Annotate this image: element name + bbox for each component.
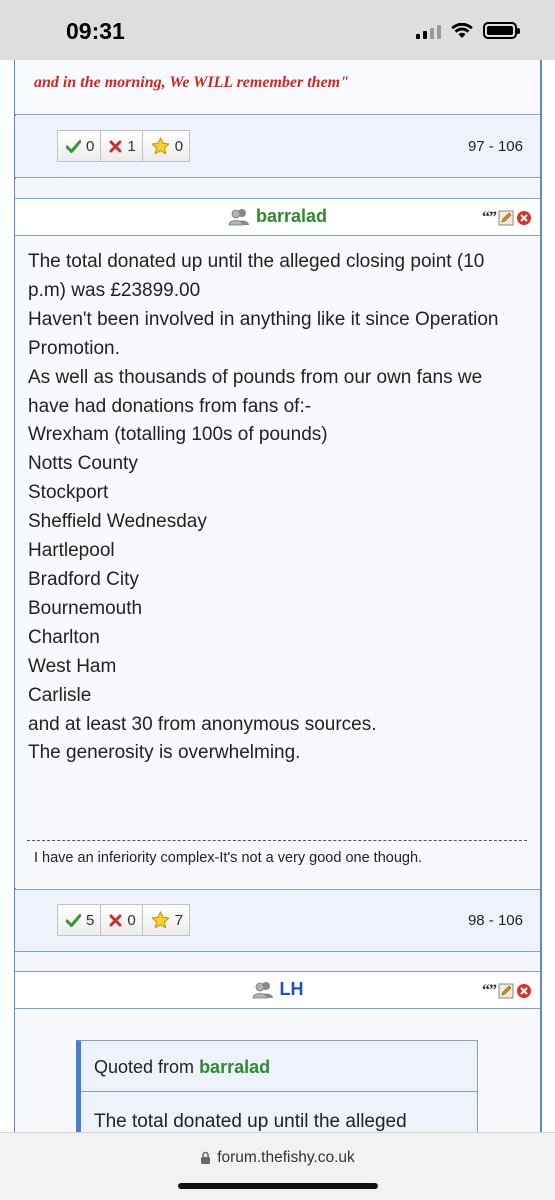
star-count: 0 [174, 137, 184, 155]
star-button[interactable] [143, 904, 190, 936]
vote-buttons [57, 130, 190, 162]
post-text-line: Hartlepool [28, 540, 115, 562]
quote-text: The total donated up until the alleged [94, 1111, 407, 1132]
previous-post-quote-tail [15, 60, 540, 115]
home-indicator[interactable] [178, 1183, 378, 1189]
disagree-count: 0 [127, 911, 136, 929]
post-text-line: Stockport [28, 482, 109, 504]
post-actions [482, 983, 532, 999]
lock-icon [200, 1151, 211, 1165]
browser-bar [0, 1132, 555, 1200]
post-header [15, 198, 540, 236]
quote-icon[interactable]: “” [482, 982, 496, 999]
post-author [15, 979, 540, 1000]
post-author [15, 206, 540, 227]
address-bar[interactable] [0, 1149, 555, 1167]
status-bar [0, 0, 555, 60]
post-gap [15, 952, 540, 971]
post-text-line: and at least 30 from anonymous sources. [28, 713, 377, 735]
post-text-line: Carlisle [28, 684, 92, 706]
post-text-line: West Ham [28, 655, 117, 677]
cross-icon [109, 140, 122, 153]
delete-icon[interactable] [516, 983, 532, 999]
agree-count: 0 [86, 137, 95, 155]
edit-icon[interactable] [498, 983, 514, 999]
author-name[interactable]: barralad [255, 206, 328, 226]
quote-header [94, 1057, 270, 1078]
battery-icon [483, 22, 517, 39]
status-time: 09:31 [66, 18, 125, 44]
post-text-line: The generosity is overwhelming. [28, 742, 301, 764]
post-text-line: Charlton [28, 626, 100, 648]
check-icon [66, 140, 81, 153]
right-border [540, 60, 542, 1132]
post-text-line: Wrexham (totalling 100s of pounds) [28, 424, 328, 446]
quote-separator [81, 1091, 477, 1092]
check-icon [66, 914, 81, 927]
quote-author[interactable]: barralad [199, 1057, 271, 1077]
edit-icon[interactable] [498, 210, 514, 226]
agree-count: 5 [86, 911, 95, 929]
post-body [15, 236, 540, 888]
user-icon [252, 981, 274, 999]
post-text-line: have had donations from fans of:- [28, 395, 312, 417]
post-text-line: Sheffield Wednesday [28, 511, 207, 533]
user-icon [228, 208, 250, 226]
agree-button[interactable] [57, 904, 101, 936]
post-text-line: Bournemouth [28, 597, 143, 619]
quote-prefix: Quoted from [94, 1057, 195, 1077]
post-actions [482, 210, 532, 226]
disagree-button[interactable] [101, 130, 142, 162]
wifi-icon [451, 23, 473, 39]
forum-page [0, 60, 555, 1132]
signature: I have an inferiority complex-It's not a very good one though. [34, 850, 423, 866]
post-header [15, 971, 540, 1009]
post-text-line: Promotion. [28, 337, 120, 359]
post-text-line: The total donated up until the alleged closing point (10 [28, 251, 485, 272]
post-vote-row [15, 889, 540, 952]
disagree-button[interactable] [101, 904, 142, 936]
vote-buttons [57, 904, 190, 936]
cross-icon [109, 914, 122, 927]
post-text-line: As well as thousands of pounds from our own fans we [28, 366, 483, 388]
post-text-line: p.m) was £23899.00 [28, 279, 201, 301]
author-name[interactable]: LH [279, 979, 304, 999]
star-button[interactable] [143, 130, 190, 162]
status-icons [416, 22, 517, 39]
signature-divider [27, 840, 527, 841]
previous-post-vote-row [15, 116, 540, 178]
post-text-line: Bradford City [28, 568, 139, 590]
quote-box [76, 1040, 478, 1132]
post-text-line: Haven't been involved in anything like it since Operation [28, 308, 499, 330]
post-gap [15, 179, 540, 198]
url-text: forum.thefishy.co.uk [217, 1149, 355, 1166]
quote-icon[interactable]: “” [482, 209, 496, 226]
quote-tail-text: and in the morning, We WILL remember them" [34, 74, 349, 91]
star-icon [151, 911, 170, 929]
delete-icon[interactable] [516, 210, 532, 226]
agree-button[interactable] [57, 130, 101, 162]
post-number: 97 - 106 [467, 138, 523, 155]
star-count: 7 [174, 911, 184, 929]
star-icon [151, 137, 170, 155]
post-text-line: Notts County [28, 453, 138, 475]
disagree-count: 1 [127, 137, 136, 155]
cellular-signal-icon [416, 23, 441, 39]
post-number: 98 - 106 [467, 912, 523, 929]
post-text [28, 248, 528, 768]
